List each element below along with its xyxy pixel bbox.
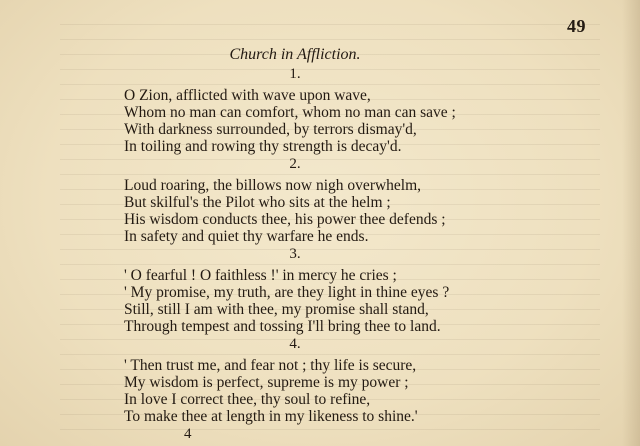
verse-line: Loud roaring, the billows now nigh overwhelm, [124, 177, 422, 194]
verse-line: His wisdom conducts thee, his power thee defends ; [124, 211, 446, 228]
verse-line: Whom no man can comfort, whom no man can save ; [124, 104, 456, 121]
page-number: 49 [567, 16, 586, 36]
verse-line: ' Then trust me, and fear not ; thy life is secure, [124, 357, 417, 374]
verse-line: ' O fearful ! O faithless !' in mercy he cries ; [124, 267, 397, 284]
verse-line: But skilful's the Pilot who sits at the helm ; [124, 194, 391, 211]
verse-line: O Zion, afflicted with wave upon wave, [124, 87, 371, 104]
verse-line: Still, still I am with thee, my promise shall stand, [124, 301, 429, 318]
verse-line: To make thee at length in my likeness to shine.' [124, 408, 418, 425]
verse-line: My wisdom is perfect, supreme is my power ; [124, 374, 409, 391]
verse-line: In toiling and rowing thy strength is decay'd. [124, 138, 402, 155]
page-edge-shadow [622, 0, 640, 446]
verse-line: With darkness surrounded, by terrors dismay'd, [124, 121, 417, 138]
signature-mark: 4 [184, 426, 192, 442]
hymn-title: Church in Affliction. [229, 46, 361, 63]
stanza-number: 1. [289, 66, 301, 82]
stanza-number: 3. [289, 246, 301, 262]
verse-line: In safety and quiet thy warfare he ends. [124, 228, 369, 245]
verse-line: In love I correct thee, thy soul to refine, [124, 391, 371, 408]
stanza-number: 4. [289, 336, 301, 352]
verse-line: Through tempest and tossing I'll bring thee to land. [124, 318, 441, 335]
stanza-number: 2. [289, 156, 301, 172]
verse-line: ' My promise, my truth, are they light in thine eyes ? [124, 284, 450, 301]
